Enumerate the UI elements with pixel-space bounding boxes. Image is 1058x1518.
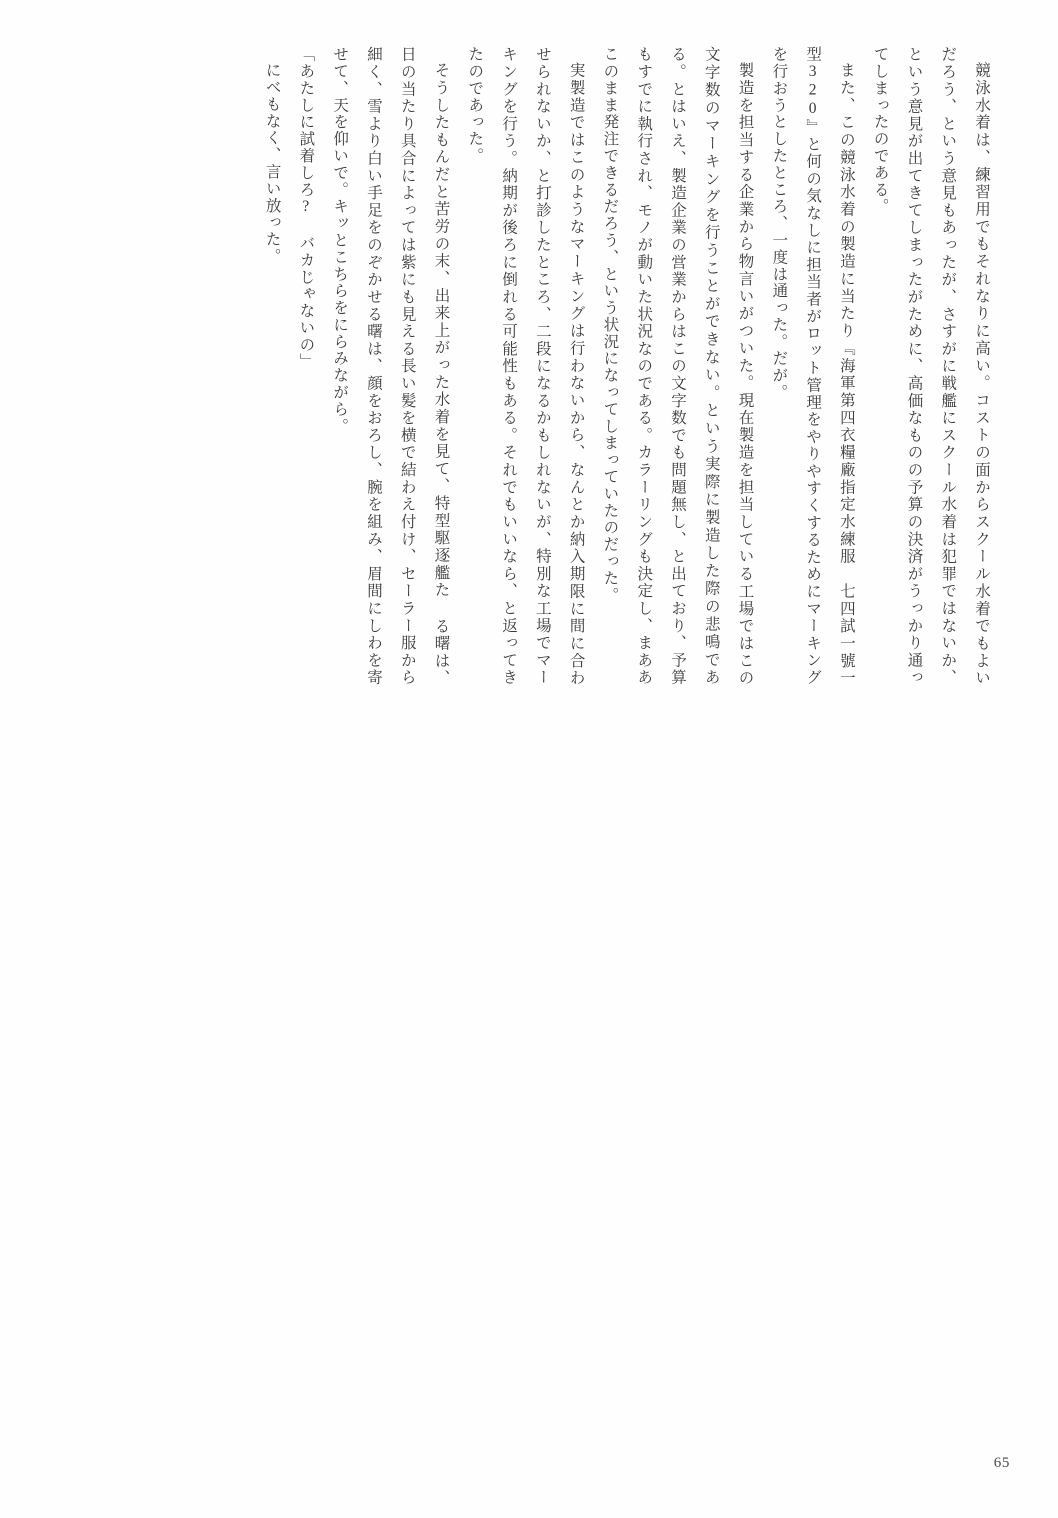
paragraph: にべもなく、言い放った。 bbox=[263, 61, 281, 265]
paragraph: 実製造ではこのようなマーキングは行わないから、なんとか納入期限に間に合わせられないか、と打診したところ、二段になるかもしれないが、特別な工場でマーキングを行う。納期が後ろに倒れる可能性もある。それでもいいなら、と返ってきたのであった。 bbox=[466, 46, 585, 686]
paragraph: また、この競泳水着の製造に当たり『海軍第四衣糧廠指定水練服 七四試一號一型320』と何の気なしに担当者がロット管理をやりやすくするためにマーキングを行おうとしたところ、一度は通った。だが。 bbox=[770, 46, 855, 686]
paragraph-dialogue: 「あたしに試着しろ? バカじゃないの」 bbox=[297, 46, 315, 371]
page-number: 65 bbox=[993, 1455, 1010, 1471]
paragraph: そうしたもんだと苦労の末、出来上がった水着を見て、特型駆逐艦た る曙は、日の当たり具合によっては紫にも見える長い髪を横で結わえ付け、セーラー服から細く、雪より白い手足をのぞかせる曙は、顔をおろし、腕を組み、眉間にしわを寄せて、天を仰いで。キッとこちらをにらみながら。 bbox=[331, 46, 450, 686]
paragraph: 製造を担当する企業から物言いがついた。現在製造を担当している工場ではこの文字数のマーキングを行うことができない。という実際に製造した際の悲鳴である。とはいえ、製造企業の営業からはこの文字数でも問題無し、と出ており、予算もすでに執行され、モノが動いた状況なのである。カラーリングも決定し、まああこのまま発注できるだろう、という状況になってしまっていたのだった。 bbox=[601, 46, 754, 686]
body-text-vertical bbox=[118, 46, 998, 686]
paragraph: 競泳水着は、練習用でもそれなりに高い。コストの面からスクール水着でもよいだろう、という意見もあったが、さすがに戦艦にスクール水着は犯罪ではないか、という意見が出てきてしまったがために、高価なものの予算の決済がうっかり通ってしまったのである。 bbox=[871, 46, 990, 686]
